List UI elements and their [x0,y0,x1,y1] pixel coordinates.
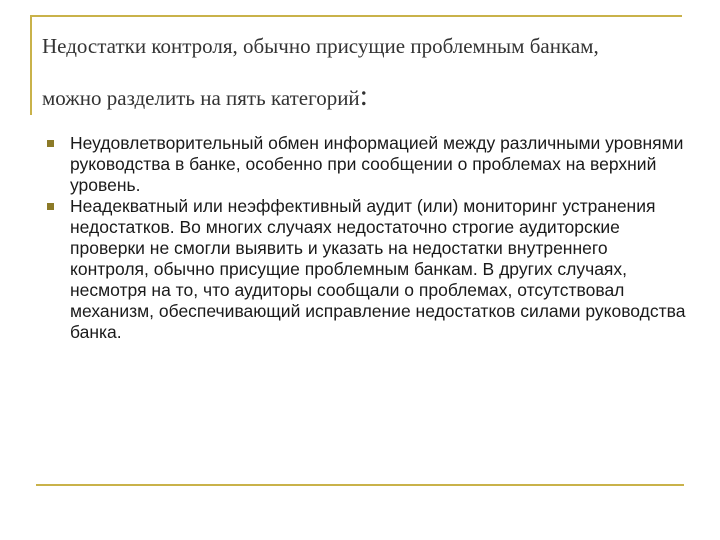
bullet-list [46,133,686,343]
slide-title [42,21,702,123]
title-colon: : [359,79,369,112]
square-bullet-icon [47,203,54,210]
bullet-item [46,133,686,196]
bottom-divider-line [36,484,684,486]
frame-vertical-line [30,15,32,115]
bullet-item [46,196,686,343]
bullet-text: Неудовлетворительный обмен информацией между различными уровнями руководства в банке, особенно при сообщении о проблемах на верхний уровень. [70,133,684,195]
title-line-1: Недостатки контроля, обычно присущие проблемным банкам, [42,34,599,58]
square-bullet-icon [47,140,54,147]
frame-top-line [30,15,682,17]
title-line-2: можно разделить на пять категорий [42,86,360,110]
bullet-text: Неадекватный или неэффективный аудит (или) мониторинг устранения недостатков. Во многих случаях недостаточно строгие аудиторские проверки не смогли выявить и указать на недостатки внутреннего контроля, обычно присущие проблемным банкам. В других случаях, несмотря на то, что аудиторы сообщали о проблемах, отсутствовал механизм, обеспечивающий исправление недостатков силами руководства банка. [70,196,686,342]
